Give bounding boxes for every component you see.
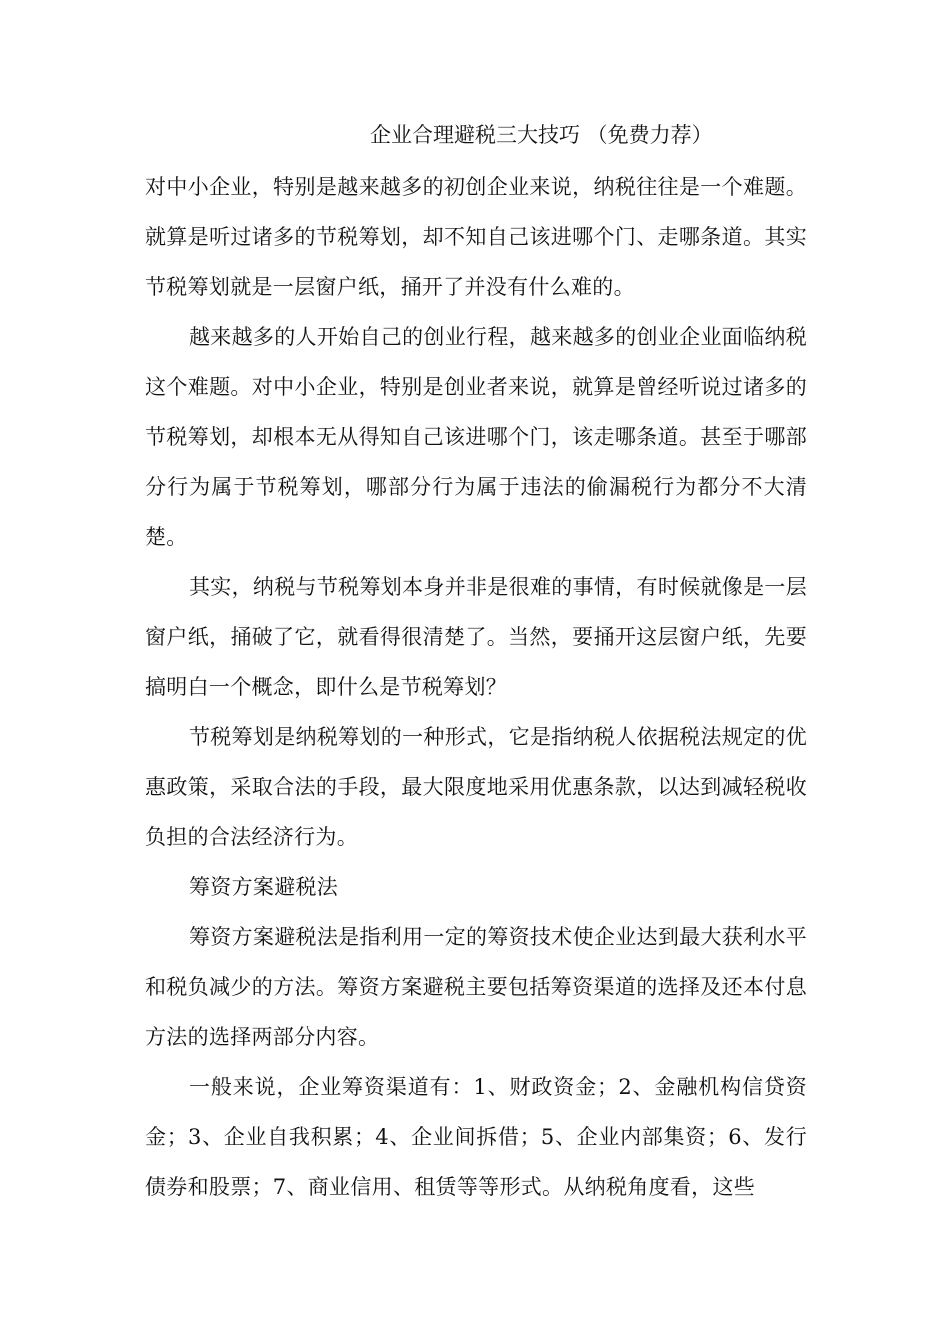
paragraph-window-paper: 其实，纳税与节税筹划本身并非是很难的事情，有时候就像是一层窗户纸，捅破了它，就看得很清楚了。当然，要捅开这层窗户纸，先要搞明白一个概念，即什么是节税筹划？ [145,575,807,699]
document-body [145,162,807,1212]
paragraph-intro: 对中小企业，特别是越来越多的初创企业来说，纳税往往是一个难题。就算是听过诸多的节税筹划，却不知自己该进哪个门、走哪条道。其实节税筹划就是一层窗户纸，捅开了并没有什么难的。 [145,175,807,299]
paragraph-financing-channels: 一般来说，企业筹资渠道有：1、财政资金；2、金融机构信贷资金；3、企业自我积累；4、企业间拆借；5、企业内部集资；6、发行债券和股票；7、商业信用、租赁等等形式。从纳税角度看，这些 [145,1075,807,1199]
paragraph-entrepreneurs: 越来越多的人开始自己的创业行程，越来越多的创业企业面临纳税这个难题。对中小企业，特别是创业者来说，就算是曾经听说过诸多的节税筹划，却根本无从得知自己该进哪个门，该走哪条道。甚至于哪部分行为属于节税筹划，哪部分行为属于违法的偷漏税行为都分不大清楚。 [145,325,807,549]
paragraph-definition: 节税筹划是纳税筹划的一种形式，它是指纳税人依据税法规定的优惠政策，采取合法的手段，最大限度地采用优惠条款，以达到减轻税收负担的合法经济行为。 [145,725,807,849]
paragraph-financing-method: 筹资方案避税法是指利用一定的筹资技术使企业达到最大获利水平和税负减少的方法。筹资方案避税主要包括筹资渠道的选择及还本付息方法的选择两部分内容。 [145,925,807,1049]
document-title: 企业合理避税三大技巧 （免费力荐） [370,123,713,147]
section-heading-financing: 筹资方案避税法 [189,875,339,899]
